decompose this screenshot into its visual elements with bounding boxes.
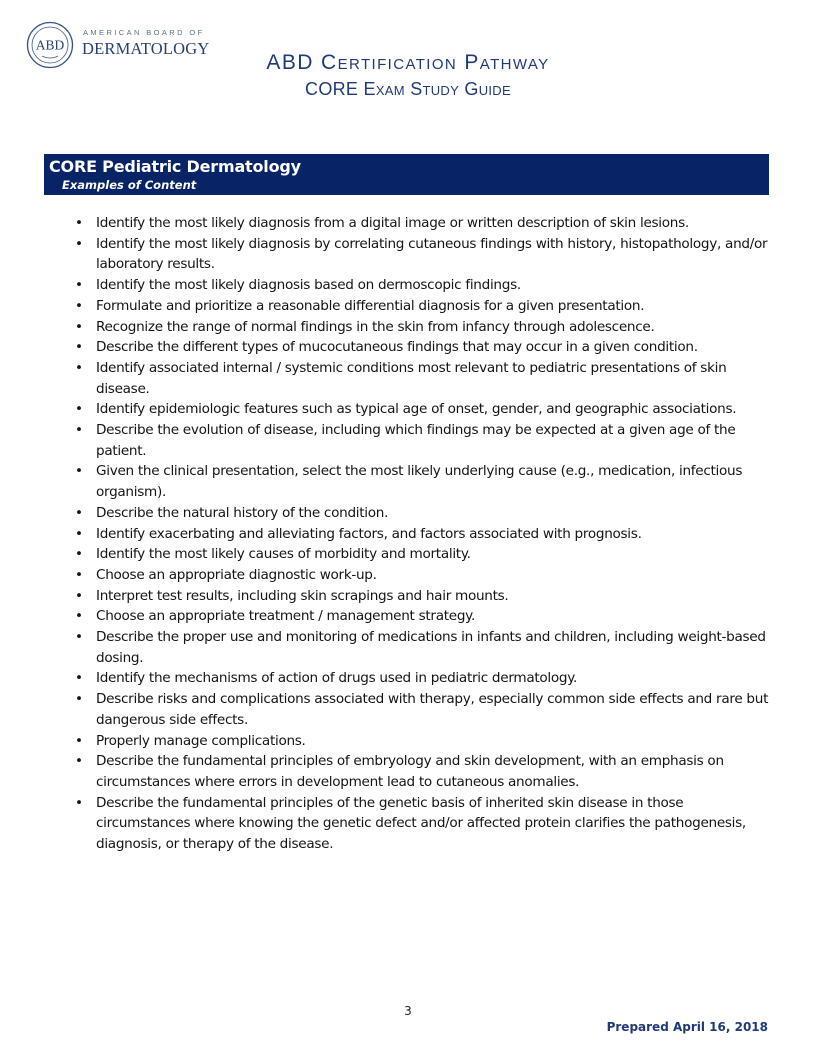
list-item — [72, 586, 772, 607]
bullet-icon: • — [75, 318, 83, 335]
bullet-icon: • — [75, 794, 83, 811]
list-item-text: Describe the fundamental principles of embryology and skin development, with an emphasis on circumstances where errors in development lead to cutaneous anomalies. — [96, 753, 724, 790]
bullet-icon: • — [75, 629, 83, 646]
list-item-text: Describe the natural history of the condition. — [96, 504, 389, 521]
list-item-text: Describe the fundamental principles of the genetic basis of inherited skin disease in those circumstances where knowing the genetic defect and/or affected protein clarifies the pathogenesis, diagnosis, or therapy of the disease. — [96, 794, 746, 853]
page-number: 3 — [404, 1004, 412, 1018]
bullet-icon: • — [75, 422, 83, 439]
bullet-icon: • — [75, 215, 83, 231]
prepared-date: Prepared April 16, 2018 — [606, 1020, 768, 1034]
page-subtitle-text: CORE Exam Study Guide — [305, 79, 511, 99]
page-title — [0, 50, 816, 76]
list-item-text: Identify the most likely diagnosis by correlating cutaneous findings with history, histopathology, and/or laboratory results. — [96, 235, 768, 273]
list-item-text: Choose an appropriate diagnostic work-up. — [96, 566, 377, 583]
section-title: CORE Pediatric Dermatology — [49, 157, 301, 176]
page-subtitle — [0, 78, 816, 100]
bullet-icon: • — [75, 566, 83, 583]
list-item — [72, 544, 772, 565]
list-item — [72, 213, 772, 234]
list-item-text: Describe the evolution of disease, including which findings may be expected at a given age of the patient. — [96, 422, 736, 459]
list-item — [72, 668, 772, 689]
bullet-icon: • — [75, 608, 83, 625]
bullet-icon: • — [75, 691, 83, 708]
list-item — [72, 606, 772, 627]
section-header-bar — [44, 154, 769, 195]
list-item — [72, 296, 772, 317]
list-item — [72, 689, 772, 730]
list-item — [72, 503, 772, 524]
page-title-text: ABD Certification Pathway — [266, 51, 550, 74]
list-item — [72, 234, 772, 275]
list-item-text: Identify the most likely causes of morbidity and mortality. — [96, 546, 471, 563]
list-item-text: Describe risks and complications associated with therapy, especially common side effects and rare but dangerous side effects. — [96, 691, 769, 728]
list-item — [72, 565, 772, 586]
bullet-icon: • — [75, 277, 83, 294]
list-item-text: Given the clinical presentation, select the most likely underlying cause (e.g., medication, infectious organism). — [96, 463, 743, 501]
list-item — [72, 337, 772, 358]
list-item-text: Identify the most likely diagnosis based on dermoscopic findings. — [96, 277, 521, 294]
bullet-icon: • — [75, 587, 83, 604]
list-item — [72, 358, 772, 399]
list-item-text: Identify exacerbating and alleviating factors, and factors associated with prognosis. — [96, 525, 642, 542]
bullet-icon: • — [75, 235, 83, 252]
list-item-text: Identify associated internal / systemic conditions most relevant to pediatric presentations of skin disease. — [96, 359, 727, 397]
list-item-text: Describe the proper use and monitoring of medications in infants and children, including weight-based dosing. — [96, 629, 766, 666]
bullet-icon: • — [75, 525, 83, 542]
list-item — [72, 399, 772, 420]
list-item-text: Formulate and prioritize a reasonable differential diagnosis for a given presentation. — [96, 297, 645, 314]
list-item — [72, 461, 772, 502]
list-item-text: Choose an appropriate treatment / management strategy. — [96, 608, 475, 625]
list-item — [72, 524, 772, 545]
list-item-text: Interpret test results, including skin scrapings and hair mounts. — [96, 587, 509, 604]
list-item — [72, 420, 772, 461]
list-item — [72, 731, 772, 752]
section-subtitle: Examples of Content — [62, 178, 197, 192]
bullet-icon: • — [75, 297, 83, 314]
list-item-text: Describe the different types of mucocutaneous findings that may occur in a given condition. — [96, 339, 698, 356]
bullet-icon: • — [75, 359, 83, 376]
abd-seal-text: ABD — [35, 37, 65, 53]
bullet-icon: • — [75, 670, 83, 687]
list-item — [72, 793, 772, 855]
list-item — [72, 317, 772, 338]
list-item-text: Identify the most likely diagnosis from a digital image or written description of skin lesions. — [96, 215, 689, 231]
list-item-text: Properly manage complications. — [96, 732, 306, 749]
bullet-icon: • — [75, 401, 83, 418]
bullet-icon: • — [75, 732, 83, 749]
bullet-icon: • — [75, 339, 83, 356]
logo-org-main: DERMATOLOGY — [82, 39, 210, 58]
list-item-text: Identify the mechanisms of action of drugs used in pediatric dermatology. — [96, 670, 578, 687]
bullet-icon: • — [75, 463, 83, 480]
content-list — [72, 213, 772, 855]
logo-org-top: AMERICAN BOARD OF — [83, 28, 205, 37]
bullet-icon: • — [75, 504, 83, 521]
list-item — [72, 275, 772, 296]
list-item — [72, 751, 772, 792]
list-item-text: Identify epidemiologic features such as typical age of onset, gender, and geographic associations. — [96, 401, 737, 418]
list-item-text: Recognize the range of normal findings in the skin from infancy through adolescence. — [96, 318, 655, 335]
list-item — [72, 627, 772, 668]
bullet-icon: • — [75, 753, 83, 770]
bullet-icon: • — [75, 546, 83, 563]
